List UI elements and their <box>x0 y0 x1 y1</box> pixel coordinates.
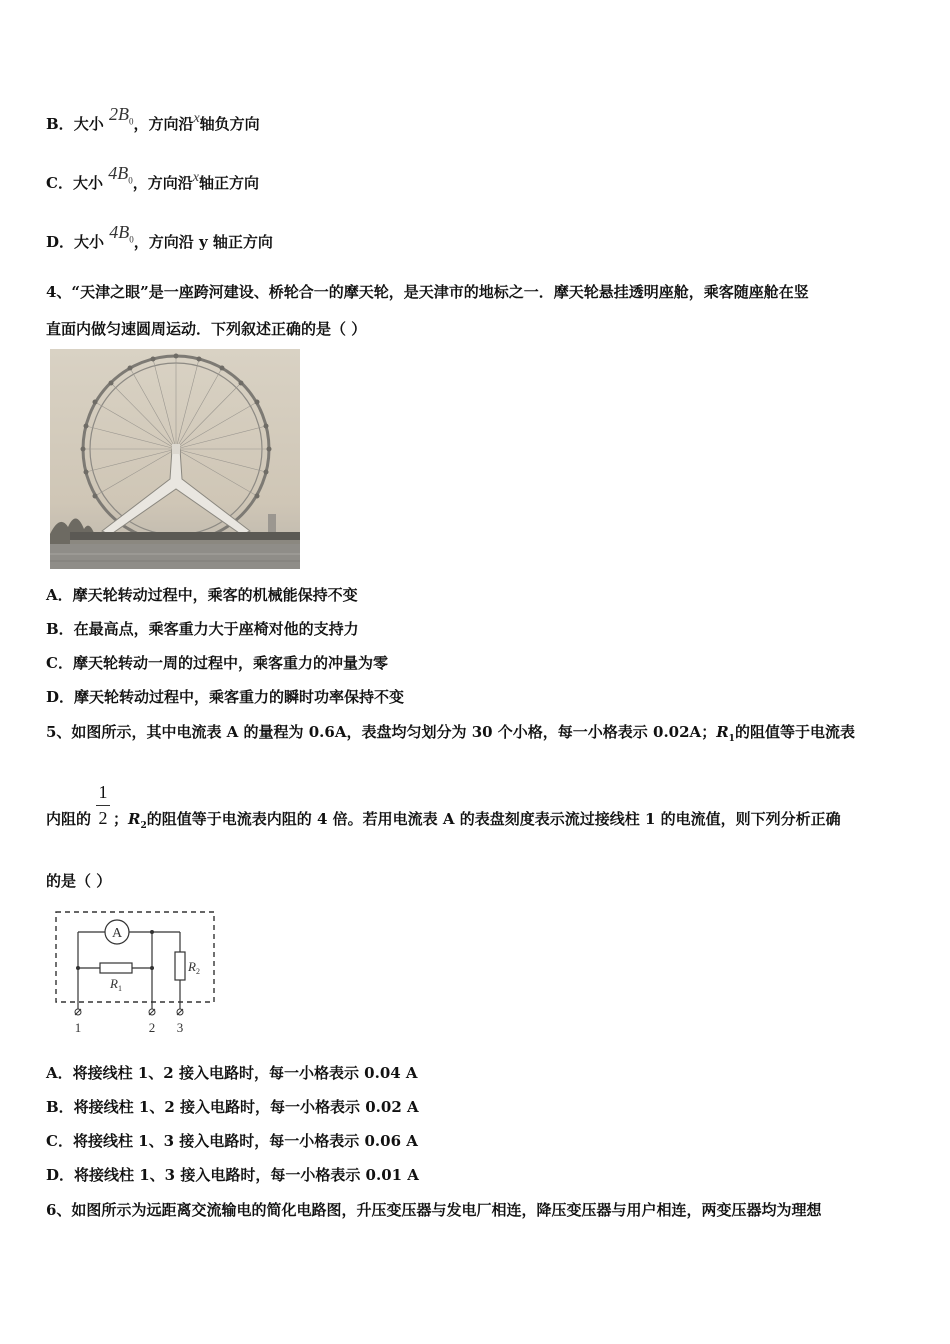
r2-resistor <box>175 952 185 980</box>
terminal-1 <box>75 1009 82 1035</box>
r1-resistor <box>100 963 132 973</box>
svg-text:1: 1 <box>74 1020 82 1035</box>
r1-label: $R_1$ <box>110 976 122 993</box>
ferris-wheel-photo <box>50 349 300 569</box>
svg-text:3: 3 <box>176 1020 184 1035</box>
circuit-diagram <box>52 908 220 1038</box>
q5-option-d: D．将接线柱 1、3 接入电路时，每一小格表示 0.01 A <box>46 1166 419 1184</box>
q5-option-c: C．将接线柱 1、3 接入电路时，每一小格表示 0.06 A <box>46 1132 418 1150</box>
q3-option-c: C．大小 $4B_0$，方向沿x轴正方向 <box>46 163 259 192</box>
terminal-2 <box>149 1009 156 1035</box>
q5-option-b: B．将接线柱 1、2 接入电路时，每一小格表示 0.02 A <box>46 1098 419 1116</box>
q3-option-b: B．大小 $2B_0$，方向沿x轴负方向 <box>46 104 260 133</box>
q4-stem-line2: 直面内做匀速圆周运动．下列叙述正确的是（ ） <box>46 320 367 338</box>
q3-option-d: D．大小 $4B_0$，方向沿 y 轴正方向 <box>46 222 273 251</box>
q3-d-math: $4B_0$ <box>109 222 134 245</box>
q5-fraction: 1 2 <box>96 782 110 829</box>
q4-option-c: C．摩天轮转动一周的过程中，乘客重力的冲量为零 <box>46 654 388 672</box>
r1-symbol: $R_1$ <box>716 723 735 744</box>
q5-option-a: A．将接线柱 1、2 接入电路时，每一小格表示 0.04 A <box>46 1064 418 1082</box>
ammeter-label: A <box>111 926 123 941</box>
circuit-dashed-box <box>56 912 214 1002</box>
q3-c-math: $4B_0$ <box>108 163 133 186</box>
q3-b-math: $2B_0$ <box>108 104 134 127</box>
q5-stem-line3: 的是（ ） <box>46 872 112 890</box>
r2-symbol: $R_2$ <box>128 810 147 831</box>
q6-stem-line1: 6、如图所示为远距离交流输电的简化电路图，升压变压器与发电厂相连，降压变压器与用户相连，两变压器均为理想 <box>46 1201 822 1219</box>
terminal-3 <box>177 1009 184 1035</box>
q4-option-d: D．摩天轮转动过程中，乘客重力的瞬时功率保持不变 <box>46 688 405 706</box>
q4-option-a: A．摩天轮转动过程中，乘客的机械能保持不变 <box>46 586 358 604</box>
q5-stem-line1: 5、如图所示，其中电流表 A 的量程为 0.6A，表盘均匀划分为 30 个小格，每一小格表示 0.02A；$R_1$的阻值等于电流表 <box>46 723 855 744</box>
q4-option-b: B．在最高点，乘客重力大于座椅对他的支持力 <box>46 620 359 638</box>
r2-label: $R_2$ <box>188 959 200 976</box>
q4-stem-line1: 4、“天津之眼”是一座跨河建设、桥轮合一的摩天轮，是天津市的地标之一．摩天轮悬挂透明座舱，乘客随座舱在竖 <box>46 283 809 301</box>
q5-stem-line2: 内阻的 ；$R_2$的阻值等于电流表内阻的 4 倍。若用电流表 A 的表盘刻度表示流过接线柱 1 的电流值，则下列分析正确 <box>46 810 841 831</box>
svg-text:2: 2 <box>148 1020 156 1035</box>
